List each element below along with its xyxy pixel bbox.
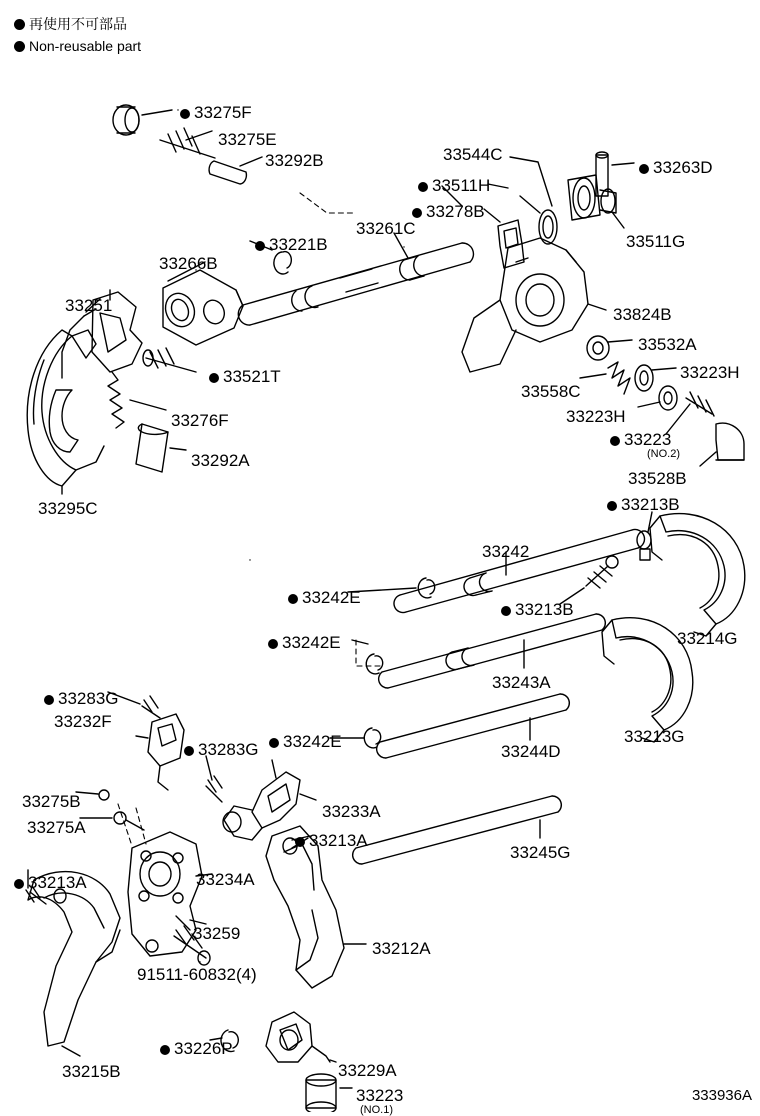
part-label-text: 33223H xyxy=(680,363,740,382)
part-label-33266b xyxy=(159,255,218,272)
part-label-text: 33521T xyxy=(223,367,281,386)
non-reusable-marker-icon xyxy=(501,606,511,616)
part-label-text: 33214G xyxy=(677,629,738,648)
part-label-33221b xyxy=(255,236,328,253)
part-label-33233a xyxy=(322,803,381,820)
non-reusable-marker-icon xyxy=(44,695,54,705)
part-label-33214g xyxy=(677,630,738,647)
non-reusable-marker-icon xyxy=(269,738,279,748)
part-label-33275e xyxy=(218,131,277,148)
part-label-text: 33276F xyxy=(171,411,229,430)
non-reusable-marker-icon xyxy=(412,208,422,218)
non-reusable-marker-icon xyxy=(288,594,298,604)
part-label-text: 91511-60832(4) xyxy=(137,965,257,984)
part-label-33213b xyxy=(501,601,574,618)
legend-text-jp: 再使用不可部品 xyxy=(29,17,127,33)
part-label-text: 33242 xyxy=(482,542,530,561)
part-label-text: 33278B xyxy=(426,202,485,221)
non-reusable-marker-icon xyxy=(295,837,305,847)
part-label-text: 33275A xyxy=(27,818,86,837)
part-label-33511g xyxy=(626,233,685,250)
part-label-text: 33528B xyxy=(628,469,687,488)
non-reusable-marker-icon xyxy=(418,182,428,192)
legend-row-jp xyxy=(14,14,127,34)
non-reusable-marker-icon xyxy=(160,1045,170,1055)
part-label-33275f xyxy=(180,104,252,121)
part-label-33223 xyxy=(356,1087,403,1104)
part-label-text: 33266B xyxy=(159,254,218,273)
part-label-text: 33226P xyxy=(174,1039,233,1058)
part-label-33824b xyxy=(613,306,672,323)
part-label-33544c xyxy=(443,146,503,163)
non-reusable-marker-icon xyxy=(255,241,265,251)
part-label-33276f xyxy=(171,412,229,429)
part-label-text: 33242E xyxy=(302,588,361,607)
part-label-33232f xyxy=(54,713,112,730)
part-label-33229a xyxy=(338,1062,397,1079)
non-reusable-marker-icon xyxy=(14,41,25,52)
part-label-text: (NO.1) xyxy=(360,1104,393,1116)
part-label-text: 33283G xyxy=(58,689,119,708)
part-label-33292b xyxy=(265,152,324,169)
part-label-text: 33511H xyxy=(432,176,491,195)
part-label-33532a xyxy=(638,336,697,353)
non-reusable-marker-icon xyxy=(14,879,24,889)
part-label-33215b xyxy=(62,1063,121,1080)
part-label-text: 33261C xyxy=(356,219,416,238)
part-label-33275a xyxy=(27,819,86,836)
part-label-33212a xyxy=(372,940,431,957)
part-label-33275b xyxy=(22,793,81,810)
part-label-33261c xyxy=(356,220,416,237)
part-label-33278b xyxy=(412,203,485,220)
part-label-text: 33558C xyxy=(521,382,581,401)
part-label-text: 33242E xyxy=(283,732,342,751)
non-reusable-marker-icon xyxy=(639,164,649,174)
part-label-text: 33223H xyxy=(566,407,626,426)
non-reusable-marker-icon xyxy=(610,436,620,446)
part-label-text: 33242E xyxy=(282,633,341,652)
part-label-no-1 xyxy=(360,1105,393,1116)
part-label-33528b xyxy=(628,470,687,487)
part-label-33234a xyxy=(196,871,255,888)
part-label-33511h xyxy=(418,177,490,194)
part-label-text: 33263D xyxy=(653,158,713,177)
part-label-no-2 xyxy=(647,449,680,460)
part-label-text: 33251 xyxy=(65,296,113,315)
legend-text-en: Non-reusable part xyxy=(29,38,142,54)
part-label-text: 33213B xyxy=(515,600,574,619)
part-label-33242e xyxy=(268,634,341,651)
non-reusable-marker-icon xyxy=(607,501,617,511)
part-label-33295c xyxy=(38,500,98,517)
part-label-text: (NO.2) xyxy=(647,448,680,460)
part-label-33213a xyxy=(14,874,87,891)
part-label-33242e xyxy=(288,589,361,606)
part-label-text: 33215B xyxy=(62,1062,121,1081)
part-label-text: 33229A xyxy=(338,1061,397,1080)
part-label-text: 33283G xyxy=(198,740,259,759)
part-label-text: 33234A xyxy=(196,870,255,889)
non-reusable-marker-icon xyxy=(209,373,219,383)
part-label-33213b xyxy=(607,496,680,513)
part-label-33243a xyxy=(492,674,551,691)
part-label-33226p xyxy=(160,1040,233,1057)
part-label-text: 33275F xyxy=(194,103,252,122)
part-label-text: 33223 xyxy=(624,430,672,449)
part-label-33223 xyxy=(610,431,671,448)
non-reusable-marker-icon xyxy=(184,746,194,756)
part-label-33245g xyxy=(510,844,571,861)
part-label-91511-60832-4 xyxy=(137,966,257,983)
part-label-33223h xyxy=(680,364,740,381)
part-label-text: 33232F xyxy=(54,712,112,731)
part-label-33521t xyxy=(209,368,281,385)
figure-code: 333936A xyxy=(691,1087,752,1104)
non-reusable-marker-icon xyxy=(180,109,190,119)
part-label-text: 33223 xyxy=(356,1086,404,1105)
part-label-33292a xyxy=(191,452,250,469)
part-label-33223h xyxy=(566,408,626,425)
part-label-text: 33243A xyxy=(492,673,551,692)
part-label-text: 33221B xyxy=(269,235,328,254)
part-label-text: 33532A xyxy=(638,335,697,354)
part-label-text: 33295C xyxy=(38,499,98,518)
part-label-33213g xyxy=(624,728,685,745)
part-label-33259 xyxy=(193,925,240,942)
part-label-33283g xyxy=(184,741,259,758)
part-label-text: 33292B xyxy=(265,151,324,170)
part-label-text: 33212A xyxy=(372,939,431,958)
part-label-text: 33213G xyxy=(624,727,685,746)
part-label-33242 xyxy=(482,543,529,560)
part-label-33242e xyxy=(269,733,342,750)
part-label-text: 33213A xyxy=(28,873,87,892)
part-label-text: 33824B xyxy=(613,305,672,324)
part-label-text: 33275E xyxy=(218,130,277,149)
part-label-33558c xyxy=(521,383,581,400)
non-reusable-marker-icon xyxy=(14,19,25,30)
part-label-text: 33275B xyxy=(22,792,81,811)
part-label-33263d xyxy=(639,159,713,176)
part-label-33251 xyxy=(65,297,112,314)
part-label-33213a xyxy=(295,832,368,849)
part-label-text: 33213A xyxy=(309,831,368,850)
part-label-text: 33511G xyxy=(626,232,686,251)
part-label-text: 33245G xyxy=(510,843,571,862)
part-label-text: 33213B xyxy=(621,495,680,514)
part-label-33283g xyxy=(44,690,119,707)
legend-row-en xyxy=(14,38,141,54)
part-label-33244d xyxy=(501,743,561,760)
part-label-text: 33259 xyxy=(193,924,241,943)
part-label-text: 33244D xyxy=(501,742,561,761)
part-label-text: 33292A xyxy=(191,451,250,470)
part-label-text: 33544C xyxy=(443,145,503,164)
part-label-text: 33233A xyxy=(322,802,381,821)
non-reusable-marker-icon xyxy=(268,639,278,649)
